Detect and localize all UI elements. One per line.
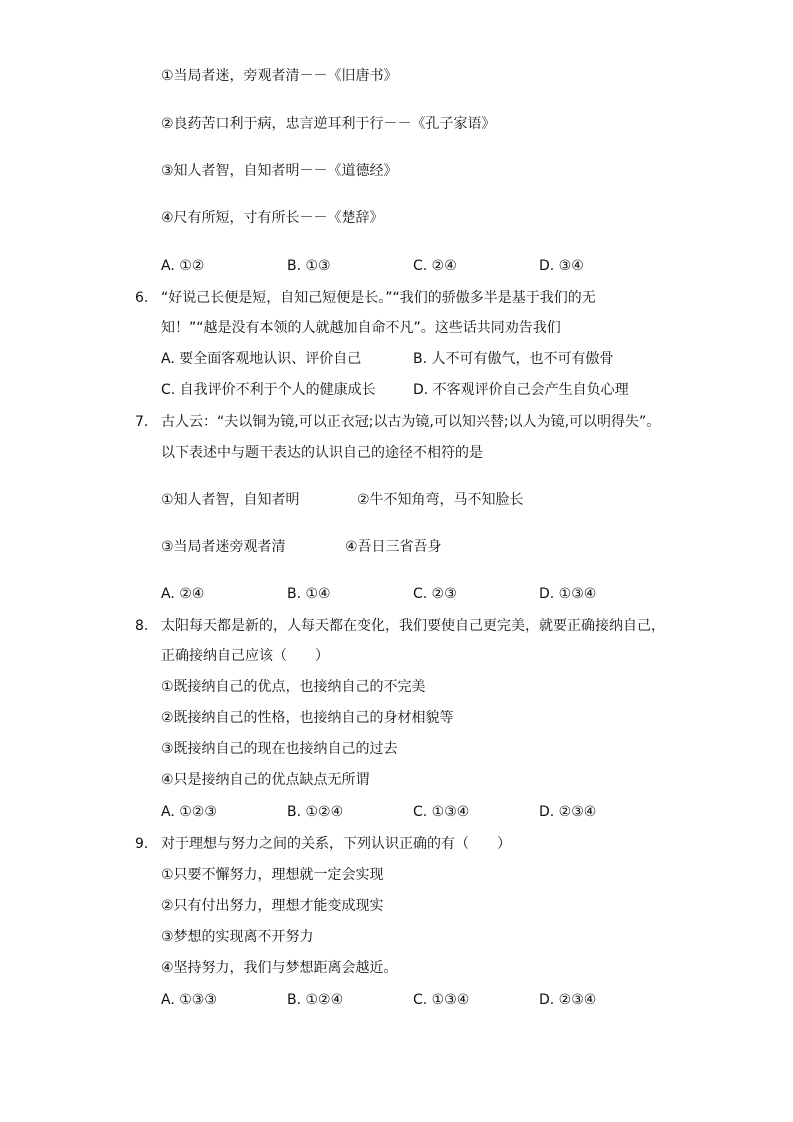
q9-stem-line-1: 对于理想与努力之间的关系，下列认识正确的有（ ） [161,836,511,852]
q8-item-3: ③既接纳自己的现在也接纳自己的过去 [161,741,398,757]
q6-option-d[interactable]: D. 不客观评价自己会产生自负心理 [413,382,629,398]
q5-option-d[interactable]: D. ③④ [539,258,584,274]
q5-item-4: ④尺有所短，寸有所长－－《楚辞》 [161,210,384,226]
q9-option-c[interactable]: C. ①③④ [413,992,470,1008]
q7-stem-line-2: 以下表述中与题干表达的认识自己的途径不相符的是 [161,445,483,461]
q9-item-1: ①只要不懈努力，理想就一定会实现 [161,867,384,883]
q7-option-a[interactable]: A. ②④ [161,586,205,602]
q8-option-c[interactable]: C. ①③④ [413,804,470,820]
q9-item-4: ④坚持努力，我们与梦想距离会越近。 [161,960,398,976]
q7-stem-line-1: 古人云：“夫以铜为镜,可以正衣冠;以古为镜,可以知兴替;以人为镜,可以明得失”。 [161,414,661,430]
q8-option-d[interactable]: D. ②③④ [539,804,597,820]
q8-number: 8. [135,618,149,634]
q6-stem-line-2: 知！”“越是没有本领的人就越加自命不凡”。这些话共同劝告我们 [161,320,561,336]
q9-option-d[interactable]: D. ②③④ [539,992,597,1008]
q8-option-b[interactable]: B. ①②④ [287,804,344,820]
q7-option-c[interactable]: C. ②③ [413,586,457,602]
q9-option-a[interactable]: A. ①③③ [161,992,217,1008]
q7-number: 7. [135,414,149,430]
q5-item-3: ③知人者智，自知者明－－《道德经》 [161,163,398,179]
q8-stem-line-2: 正确接纳自己应该（ ） [161,648,329,664]
q8-item-4: ④只是接纳自己的优点缺点无所谓 [161,772,370,788]
q6-option-a[interactable]: A. 要全面客观地认识、评价自己 [161,351,362,367]
q5-item-2: ②良药苦口利于病，忠言逆耳利于行－－《孔子家语》 [161,116,496,132]
q8-item-1: ①既接纳自己的优点，也接纳自己的不完美 [161,679,426,695]
q6-option-b[interactable]: B. 人不可有傲气，也不可有傲骨 [413,351,614,367]
q7-item-3: ③当局者迷旁观者清 [161,539,286,555]
q9-option-b[interactable]: B. ①②④ [287,992,344,1008]
q7-item-2: ②牛不知角弯，马不知脸长 [357,492,524,508]
q5-option-b[interactable]: B. ①③ [287,258,331,274]
q8-stem-line-1: 太阳每天都是新的，人每天都在变化，我们要使自己更完美，就要正确接纳自己， [161,618,665,634]
q5-option-a[interactable]: A. ①② [161,258,205,274]
q5-option-c[interactable]: C. ②④ [413,258,457,274]
q7-item-1: ①知人者智，自知者明 [161,492,300,508]
q5-item-1: ①当局者迷，旁观者清－－《旧唐书》 [161,68,398,84]
q7-item-4: ④吾日三省吾身 [345,539,442,555]
q9-item-2: ②只有付出努力，理想才能变成现实 [161,898,384,914]
q7-option-d[interactable]: D. ①③④ [539,586,597,602]
q8-option-a[interactable]: A. ①②③ [161,804,217,820]
q8-item-2: ②既接纳自己的性格，也接纳自己的身材相貌等 [161,710,454,726]
q9-number: 9. [135,836,149,852]
q7-option-b[interactable]: B. ①④ [287,586,331,602]
q6-option-c[interactable]: C. 自我评价不利于个人的健康成长 [161,382,376,398]
q6-stem-line-1: “好说己长便是短，自知己短便是长。”“我们的骄傲多半是基于我们的无 [161,290,596,306]
q9-item-3: ③梦想的实现离不开努力 [161,929,314,945]
q6-number: 6. [135,290,149,306]
